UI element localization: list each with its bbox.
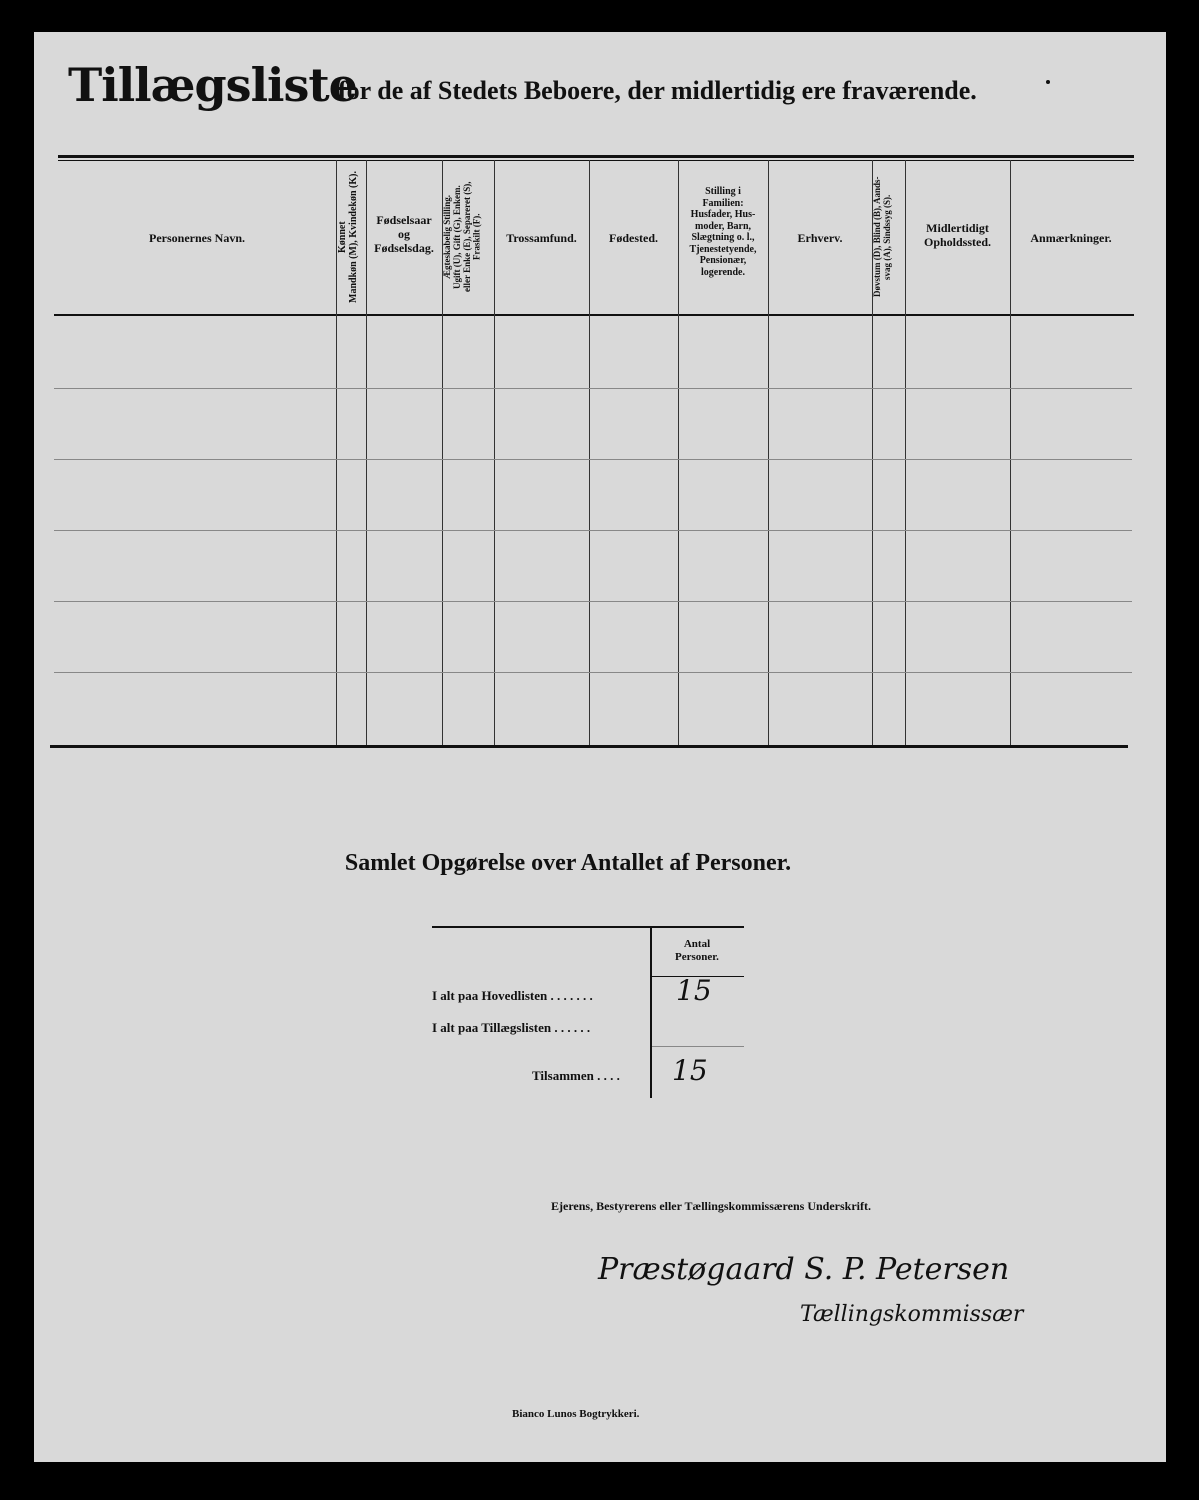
printer-imprint: Bianco Lunos Bogtrykkeri.	[512, 1408, 640, 1420]
summary-row-hovedlisten-value: 15	[676, 974, 712, 1007]
summary-column-rule	[650, 928, 652, 1098]
summary-row-rule	[652, 1046, 744, 1047]
col-divider-4	[494, 160, 495, 745]
header-erhverv: Erhverv.	[797, 231, 843, 245]
header-aegteskab: Ægteskabelig Stilling. Ugift (U), Gift (G), Enkem. eller Enke (E), Separeret (S), Fraskilt (F).	[442, 181, 482, 293]
summary-row-hovedlisten-label: I alt paa Hovedlisten . . . . . . .	[432, 988, 593, 1003]
header-kjonnet: Kønnet Mandkøn (M), Kvindekøn (K).	[337, 171, 359, 303]
row-line-4	[54, 601, 1132, 602]
header-ophold: Midlertidigt Opholdssted.	[923, 221, 992, 249]
summary-col-header: Antal Personer.	[675, 938, 719, 963]
signature-caption: Ejerens, Bestyrerens eller Tællingskommissærens Underskrift.	[551, 1199, 871, 1213]
header-fodested: Fødested.	[609, 231, 658, 245]
signature-title: Tællingskommissær	[800, 1302, 1024, 1327]
subtitle-plain: for de af Stedets Beboere, der midlertidig ere	[338, 76, 836, 105]
signature-name: Præstøgaard S. P. Petersen	[598, 1252, 1010, 1287]
summary-row-tillaegslisten-label: I alt paa Tillægslisten . . . . . .	[432, 1020, 591, 1035]
form-title: Tillægsliste	[68, 58, 357, 112]
row-line-2	[54, 459, 1132, 460]
table-bottom-rule	[50, 745, 1128, 748]
header-stilling: Stilling i Familien: Husfader, Hus- moder, Barn, Slægtning o. l., Tjenestetyende, Pensionær, logerende.	[689, 186, 757, 278]
row-line-5	[54, 672, 1132, 673]
summary-top-rule	[432, 926, 744, 928]
header-bottom-rule	[54, 314, 1134, 316]
summary-title: Samlet Opgørelse over Antallet af Personer.	[344, 850, 792, 876]
row-line-3	[54, 530, 1132, 531]
ink-dot	[1046, 80, 1050, 84]
row-line-1	[54, 388, 1132, 389]
header-dovstum: Døvstum (D), Blind (B), Aands- svag (A), Sindssyg (S).	[872, 176, 892, 298]
col-divider-5	[589, 160, 590, 745]
summary-row-tilsammen-label: Tilsammen . . . .	[532, 1068, 620, 1083]
header-navn: Personernes Navn.	[149, 231, 245, 245]
table-top-rule	[58, 155, 1134, 158]
header-anmaerk: Anmærkninger.	[1030, 231, 1112, 245]
subtitle-bold: fraværende.	[842, 76, 977, 105]
table-top-rule-thin	[58, 160, 1134, 161]
col-divider-10	[1010, 160, 1011, 745]
form-subtitle	[338, 76, 977, 106]
summary-row-tilsammen-value: 15	[672, 1054, 708, 1087]
header-trossamfund: Trossamfund.	[506, 231, 577, 245]
header-fodselsaar: Fødselsaar og Fødselsdag.	[374, 213, 434, 255]
col-divider-7	[768, 160, 769, 745]
